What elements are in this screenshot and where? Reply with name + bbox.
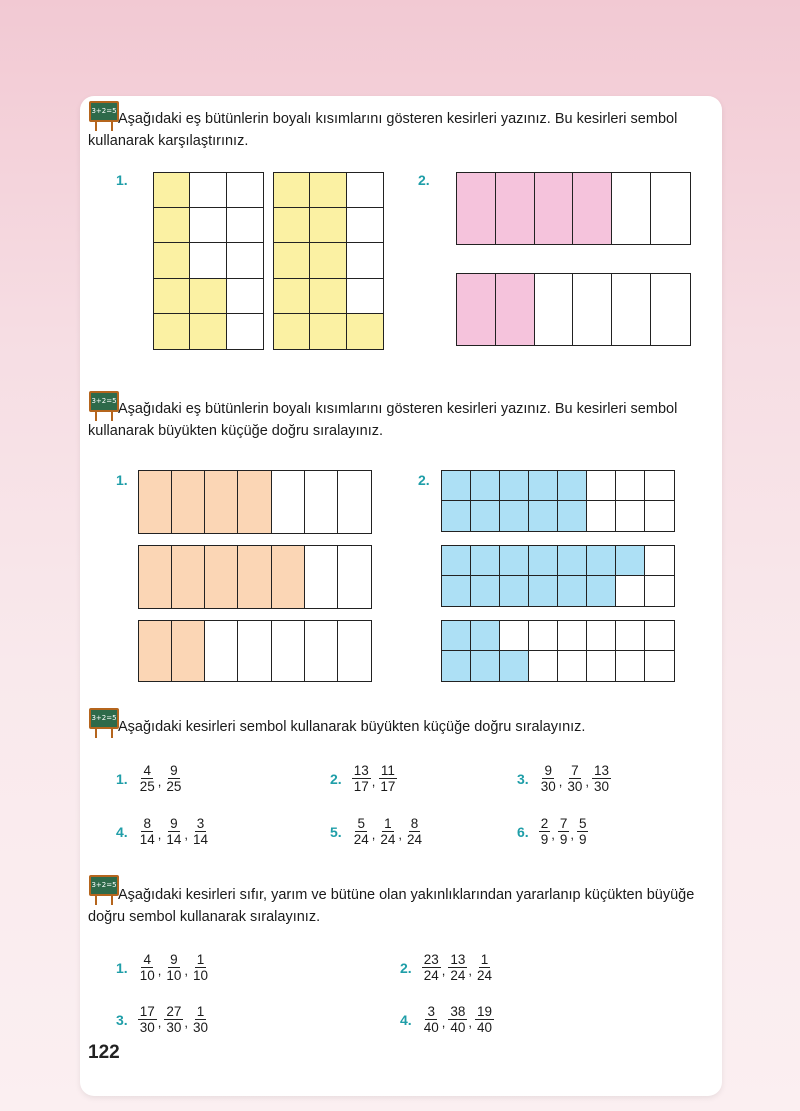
- shaded-cell: [471, 621, 500, 651]
- shaded-cell: [500, 576, 529, 606]
- empty-cell: [338, 621, 371, 681]
- shaded-cell: [310, 279, 346, 314]
- fraction-item: [330, 816, 424, 847]
- empty-cell: [616, 471, 645, 501]
- empty-cell: [227, 314, 263, 349]
- fraction: [164, 763, 183, 794]
- shaded-cell: [139, 471, 172, 533]
- s2-group2-label: 2.: [418, 472, 430, 488]
- shaded-cell: [139, 546, 172, 608]
- comma-separator: ,: [585, 774, 589, 789]
- shaded-cell: [274, 173, 310, 208]
- shaded-cell: [154, 279, 190, 314]
- fraction-item: [400, 952, 494, 983]
- empty-cell: [529, 651, 558, 681]
- shaded-cell: [442, 501, 471, 531]
- empty-cell: [645, 621, 674, 651]
- comma-separator: ,: [157, 1015, 162, 1030]
- shaded-cell: [587, 576, 616, 606]
- item-number: 4.: [400, 1011, 412, 1028]
- denominator: 10: [139, 968, 155, 983]
- comma-separator: ,: [184, 827, 188, 842]
- empty-cell: [529, 621, 558, 651]
- shaded-cell: [558, 546, 587, 576]
- empty-cell: [227, 243, 263, 278]
- comma-separator: ,: [371, 827, 376, 842]
- denominator: 24: [353, 832, 369, 847]
- shaded-cell: [500, 546, 529, 576]
- shaded-cell: [310, 173, 346, 208]
- denominator: 10: [166, 968, 182, 983]
- shaded-cell: [154, 173, 190, 208]
- fraction-item: [330, 763, 397, 794]
- empty-cell: [205, 621, 238, 681]
- comma-separator: ,: [468, 1015, 472, 1030]
- numerator: 9: [170, 952, 178, 967]
- denominator: 24: [477, 968, 493, 983]
- fraction-grid: [441, 545, 675, 607]
- shaded-cell: [496, 274, 535, 345]
- empty-cell: [347, 173, 383, 208]
- comma-separator: ,: [468, 963, 472, 978]
- item-number: 2.: [330, 770, 342, 787]
- item-number: 1.: [116, 959, 128, 976]
- shaded-cell: [500, 651, 529, 681]
- empty-cell: [587, 651, 616, 681]
- empty-cell: [645, 471, 674, 501]
- denominator: 24: [423, 968, 439, 983]
- numerator: 9: [544, 763, 552, 778]
- chalkboard-icon: 3+2=5: [88, 875, 120, 905]
- shaded-cell: [587, 546, 616, 576]
- empty-cell: [651, 274, 690, 345]
- item-number: 2.: [400, 959, 412, 976]
- fraction: [448, 1004, 467, 1035]
- fraction: [539, 763, 558, 794]
- shaded-cell: [154, 208, 190, 243]
- shaded-cell: [529, 576, 558, 606]
- shaded-cell: [442, 576, 471, 606]
- empty-cell: [305, 546, 338, 608]
- comma-separator: ,: [558, 774, 563, 789]
- fraction: [565, 763, 584, 794]
- fraction-strip: [138, 545, 372, 609]
- empty-cell: [500, 621, 529, 651]
- numerator: 1: [196, 952, 205, 967]
- shaded-cell: [442, 471, 471, 501]
- denominator: 30: [166, 1020, 182, 1035]
- fraction: [475, 952, 494, 983]
- numerator: 4: [143, 952, 151, 967]
- empty-cell: [338, 546, 371, 608]
- empty-cell: [227, 279, 263, 314]
- numerator: 13: [450, 952, 466, 967]
- numerator: 8: [410, 816, 419, 831]
- shaded-cell: [442, 651, 471, 681]
- comma-separator: ,: [157, 774, 162, 789]
- fraction: [138, 763, 157, 794]
- shaded-cell: [139, 621, 172, 681]
- fraction-item: [116, 952, 210, 983]
- fraction: [164, 816, 183, 847]
- numerator: 13: [353, 763, 369, 778]
- denominator: 40: [423, 1020, 439, 1035]
- denominator: 25: [139, 779, 155, 794]
- item-number: 3.: [116, 1011, 128, 1028]
- denominator: 24: [450, 968, 466, 983]
- numerator: 38: [450, 1004, 466, 1019]
- empty-cell: [645, 651, 674, 681]
- numerator: 17: [139, 1004, 155, 1019]
- numerator: 3: [427, 1004, 435, 1019]
- empty-cell: [227, 208, 263, 243]
- empty-cell: [227, 173, 263, 208]
- denominator: 25: [166, 779, 182, 794]
- fraction-grid: [153, 172, 264, 350]
- page-number: 122: [88, 1042, 120, 1063]
- numerator: 1: [196, 1004, 205, 1019]
- section3-instruction: Aşağıdaki kesirleri sembol kullanarak büyükten küçüğe doğru sıralayınız.: [118, 719, 586, 735]
- fraction: [138, 816, 157, 847]
- empty-cell: [645, 576, 674, 606]
- fraction: [475, 1004, 494, 1035]
- fraction: [164, 952, 183, 983]
- numerator: 27: [166, 1004, 182, 1019]
- fraction: [405, 816, 424, 847]
- shaded-cell: [558, 576, 587, 606]
- shaded-cell: [471, 576, 500, 606]
- empty-cell: [347, 279, 383, 314]
- fraction-item: [400, 1004, 494, 1035]
- fraction: [191, 816, 210, 847]
- shaded-cell: [274, 243, 310, 278]
- numerator: 4: [143, 763, 151, 778]
- shaded-cell: [172, 471, 205, 533]
- shaded-cell: [238, 471, 271, 533]
- empty-cell: [190, 173, 226, 208]
- denominator: 30: [139, 1020, 155, 1035]
- section1-instruction: Aşağıdaki eş bütünlerin boyalı kısımlarını gösteren kesirleri yazınız. Bu kesirleri sembol kullanarak karşılaştırınız.: [88, 111, 678, 149]
- fraction: [138, 952, 157, 983]
- denominator: 14: [166, 832, 182, 847]
- empty-cell: [305, 471, 338, 533]
- section2-instruction: Aşağıdaki eş bütünlerin boyalı kısımlarını gösteren kesirleri yazınız. Bu kesirleri sembol kullanarak büyükten küçüğe doğru sıralayınız.: [88, 401, 678, 439]
- empty-cell: [651, 173, 690, 244]
- denominator: 14: [193, 832, 209, 847]
- shaded-cell: [172, 621, 205, 681]
- fraction: [539, 816, 551, 847]
- numerator: 1: [480, 952, 489, 967]
- fraction: [422, 1004, 441, 1035]
- denominator: 9: [559, 832, 568, 847]
- denominator: 24: [407, 832, 423, 847]
- shaded-cell: [573, 173, 612, 244]
- shaded-cell: [500, 501, 529, 531]
- fraction: [577, 816, 589, 847]
- comma-separator: ,: [371, 774, 376, 789]
- shaded-cell: [471, 546, 500, 576]
- empty-cell: [645, 546, 674, 576]
- chalkboard-icon: 3+2=5: [88, 101, 120, 131]
- numerator: 7: [559, 816, 568, 831]
- item-number: 6.: [517, 823, 529, 840]
- fraction-item: [116, 816, 210, 847]
- shaded-cell: [154, 243, 190, 278]
- fraction: [352, 763, 371, 794]
- comma-separator: ,: [570, 827, 574, 842]
- chalkboard-icon: 3+2=5: [88, 708, 120, 738]
- denominator: 30: [540, 779, 556, 794]
- denominator: 17: [380, 779, 396, 794]
- numerator: 5: [578, 816, 587, 831]
- empty-cell: [587, 501, 616, 531]
- numerator: 5: [357, 816, 365, 831]
- fraction: [191, 952, 210, 983]
- empty-cell: [347, 208, 383, 243]
- empty-cell: [190, 243, 226, 278]
- fraction-grid: [441, 620, 675, 682]
- fraction-strip: [138, 620, 372, 682]
- denominator: 14: [139, 832, 155, 847]
- shaded-cell: [457, 274, 496, 345]
- empty-cell: [587, 621, 616, 651]
- numerator: 23: [423, 952, 439, 967]
- shaded-cell: [310, 208, 346, 243]
- item-number: 3.: [517, 770, 529, 787]
- fraction-item: [517, 816, 588, 847]
- denominator: 30: [594, 779, 610, 794]
- s2-group1-label: 1.: [116, 472, 128, 488]
- shaded-cell: [172, 546, 205, 608]
- denominator: 10: [193, 968, 209, 983]
- comma-separator: ,: [157, 963, 162, 978]
- comma-separator: ,: [184, 963, 188, 978]
- shaded-cell: [310, 243, 346, 278]
- empty-cell: [238, 621, 271, 681]
- shaded-cell: [238, 546, 271, 608]
- shaded-cell: [471, 471, 500, 501]
- numerator: 9: [170, 763, 178, 778]
- numerator: 8: [143, 816, 151, 831]
- empty-cell: [612, 274, 651, 345]
- shaded-cell: [442, 621, 471, 651]
- shaded-cell: [272, 546, 305, 608]
- shaded-cell: [471, 651, 500, 681]
- fraction-strip: [456, 273, 691, 346]
- shaded-cell: [205, 471, 238, 533]
- shaded-cell: [274, 314, 310, 349]
- numerator: 2: [540, 816, 549, 831]
- fraction-grid: [441, 470, 675, 532]
- shaded-cell: [496, 173, 535, 244]
- empty-cell: [347, 243, 383, 278]
- shaded-cell: [529, 501, 558, 531]
- comma-separator: ,: [441, 1015, 446, 1030]
- item-number: 5.: [330, 823, 342, 840]
- section4-instruction: Aşağıdaki kesirleri sıfır, yarım ve bütüne olan yakınlıklarından yararlanıp küçükten büyüğe doğru sembol kullanarak sıralayınız.: [88, 887, 695, 925]
- empty-cell: [338, 471, 371, 533]
- shaded-cell: [529, 546, 558, 576]
- shaded-cell: [442, 546, 471, 576]
- empty-cell: [616, 576, 645, 606]
- empty-cell: [645, 501, 674, 531]
- fraction: [378, 816, 397, 847]
- shaded-cell: [274, 279, 310, 314]
- shaded-cell: [457, 173, 496, 244]
- shaded-cell: [190, 314, 226, 349]
- shaded-cell: [616, 546, 645, 576]
- chalkboard-icon: 3+2=5: [88, 391, 120, 421]
- empty-cell: [558, 621, 587, 651]
- comma-separator: ,: [157, 827, 162, 842]
- comma-separator: ,: [441, 963, 446, 978]
- shaded-cell: [154, 314, 190, 349]
- fraction: [138, 1004, 157, 1035]
- shaded-cell: [205, 546, 238, 608]
- fraction-item: [517, 763, 611, 794]
- numerator: 1: [384, 816, 392, 831]
- numerator: 9: [170, 816, 178, 831]
- fraction: [191, 1004, 210, 1035]
- shaded-cell: [558, 501, 587, 531]
- fraction: [448, 952, 467, 983]
- comma-separator: ,: [184, 1015, 188, 1030]
- fraction: [378, 763, 397, 794]
- denominator: 9: [578, 832, 587, 847]
- shaded-cell: [535, 173, 574, 244]
- empty-cell: [305, 621, 338, 681]
- shaded-cell: [558, 471, 587, 501]
- empty-cell: [616, 501, 645, 531]
- s1-group2-label: 2.: [418, 172, 430, 188]
- fraction-strip: [138, 470, 372, 534]
- numerator: 13: [594, 763, 610, 778]
- empty-cell: [272, 471, 305, 533]
- denominator: 24: [380, 832, 396, 847]
- denominator: 9: [540, 832, 549, 847]
- denominator: 30: [567, 779, 583, 794]
- fraction-item: [116, 763, 183, 794]
- denominator: 30: [193, 1020, 209, 1035]
- numerator: 11: [380, 763, 395, 778]
- numerator: 7: [571, 763, 579, 778]
- fraction-grid: [273, 172, 384, 350]
- shaded-cell: [500, 471, 529, 501]
- shaded-cell: [529, 471, 558, 501]
- empty-cell: [272, 621, 305, 681]
- fraction: [164, 1004, 183, 1035]
- s1-group1-label: 1.: [116, 172, 128, 188]
- item-number: 4.: [116, 823, 128, 840]
- empty-cell: [190, 208, 226, 243]
- empty-cell: [558, 651, 587, 681]
- fraction: [558, 816, 570, 847]
- empty-cell: [587, 471, 616, 501]
- empty-cell: [573, 274, 612, 345]
- shaded-cell: [310, 314, 346, 349]
- shaded-cell: [190, 279, 226, 314]
- fraction-strip: [456, 172, 691, 245]
- empty-cell: [616, 621, 645, 651]
- shaded-cell: [471, 501, 500, 531]
- item-number: 1.: [116, 770, 128, 787]
- fraction: [422, 952, 441, 983]
- denominator: 40: [477, 1020, 493, 1035]
- numerator: 3: [196, 816, 205, 831]
- shaded-cell: [274, 208, 310, 243]
- fraction: [592, 763, 611, 794]
- comma-separator: ,: [398, 827, 402, 842]
- shaded-cell: [347, 314, 383, 349]
- fraction-item: [116, 1004, 210, 1035]
- empty-cell: [535, 274, 574, 345]
- empty-cell: [616, 651, 645, 681]
- numerator: 19: [477, 1004, 493, 1019]
- denominator: 17: [353, 779, 369, 794]
- empty-cell: [612, 173, 651, 244]
- fraction: [352, 816, 371, 847]
- comma-separator: ,: [551, 827, 555, 842]
- denominator: 40: [450, 1020, 466, 1035]
